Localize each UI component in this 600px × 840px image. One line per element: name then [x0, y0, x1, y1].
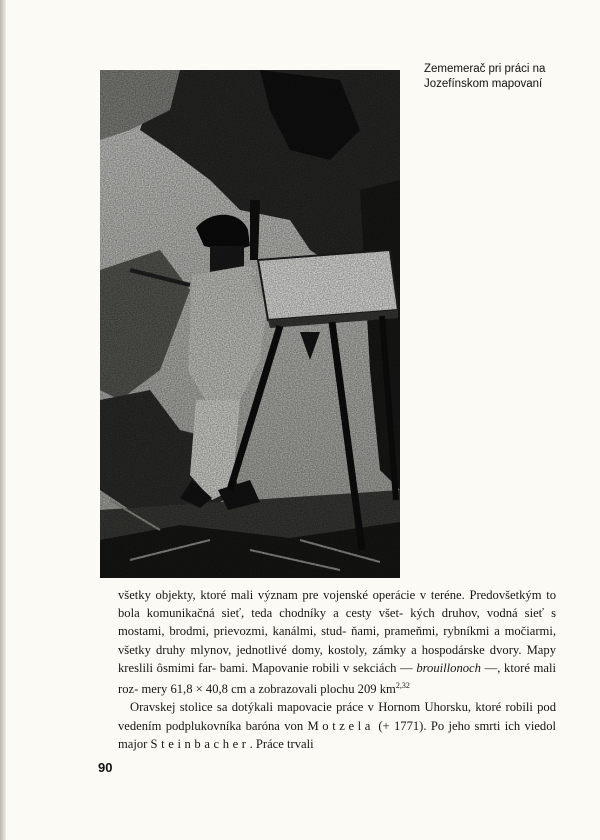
text-line: —, ktoré mali roz- [118, 660, 556, 697]
italic-term: brouillonoch [416, 660, 481, 675]
text-line: Predovšetkým to bola komunikačná sieť, teda chodníky a cesty všet- [118, 588, 556, 621]
person-name: Steinbacher [150, 736, 250, 751]
text-line: všetky objekty, ktoré mali význam pre vojenské operácie v teréne. [118, 588, 465, 602]
footnote-reference: 2,32 [395, 681, 410, 691]
text-line: ňami, prameňmi, rybníkmi a močiarmi, všetky druhy mlynov, jednotlivé [118, 624, 556, 657]
text-line: kých druhov, vodná sieť s mostami, brodmi, prievozmi, kanálmi, stud- [118, 606, 556, 639]
surveyor-photograph [100, 70, 400, 578]
page-binding-edge [0, 0, 6, 840]
paragraph-1 [118, 586, 556, 698]
text-line: Oravskej stolice sa dotýkali mapovacie práce v Hornom Uhorsku, [130, 700, 472, 715]
text-line: . Práce trvali [249, 736, 314, 751]
text-line: bami. Mapovanie robili v sekciách — [219, 660, 413, 675]
text-line: domy, kostoly, zámky a hospodárske dvory. Mapy kreslili ôsmimi far- [118, 642, 556, 675]
body-text [118, 586, 556, 753]
text-line: (+ 1771). Po jeho smrti ich viedol major [118, 718, 556, 751]
photo-caption: Zememerač pri práci na Jozefínskom mapovaní [424, 63, 546, 90]
text-line: ktoré robili pod vedením podplukovníka baróna von [118, 700, 556, 733]
person-name: Motzela [307, 718, 374, 733]
text-line: mery 61,8 × 40,8 cm a zobrazovali plochu 209 km [141, 682, 396, 697]
page-number: 90 [98, 760, 113, 775]
paragraph-2 [118, 698, 556, 753]
